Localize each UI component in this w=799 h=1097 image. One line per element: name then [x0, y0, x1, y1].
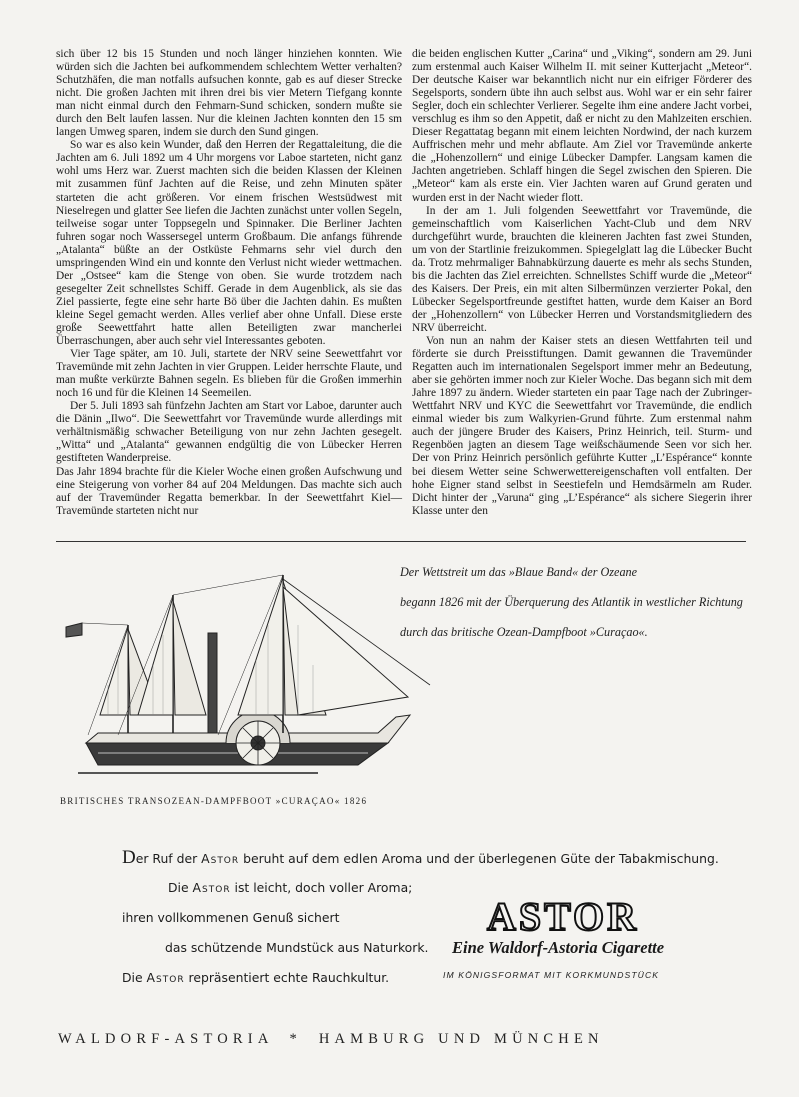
article-paragraph: sich über 12 bis 15 Stunden und noch länger hinziehen konnten. Wie würden sich die Jachten bei aufkommendem schlechtem Wetter verhalten? Schutzhäfen, die man notfalls aufsuchen konnte, gab es auf dieser Strecke nicht. Die großen Jachten mit ihren drei bis vier Metern Tiefgang konnte man nicht einmal durch den Fehmarn-Sund schicken, sondern mußte sie durch den Belt laufen lassen. Nur die kleinen Jachten konnten den 15 sm langen Umweg sparen, indem sie durch den Sund gingen.	[56, 48, 402, 139]
ad-line-post: repräsentiert echte Rauchkultur.	[184, 970, 390, 985]
steamship-illustration	[58, 565, 438, 785]
article-paragraph: die beiden englischen Kutter „Carina“ und „Viking“, sondern am 29. Juni zum erstenmal auch Kaiser Wilhelm II. mit seiner Kutterjacht „Meteor“. Der deutsche Kaiser war bekanntlich nicht nur ein eifriger Förderer des Segelsports, sondern übte ihn auch selbst aus. Wohl war er ein sehr fairer Segler, doch ein schlechter Verlierer. Segelte ihm eine andere Jacht vorbei, verschlug es ihm so den Appetit, daß er nicht zu den Mahlzeiten erschien. Dieser Regattatag begann mit einem leichten Nordwind, der nach kurzem Auffrischen mehr und mehr abflaute. Am Ziel vor Travemünde ankerte die „Hohenzollern“ und einige Lübecker Dampfer. Langsam kamen die Jachten angetrieben. Schlaff hingen die Segel zwischen den Spieren. Die „Meteor“ kam als erste ein. Vier Jachten waren auf Grund geraten und wurden erst in der Nacht wieder flott.	[412, 48, 752, 204]
ad-headline-post: beruht auf dem edlen Aroma und der überlegenen Güte der Tabakmischung.	[239, 851, 719, 866]
ad-headline-pre: er Ruf der	[135, 851, 202, 866]
section-divider	[56, 541, 746, 542]
ad-brand-word: Astor	[146, 970, 185, 985]
footer-separator: *	[289, 1031, 302, 1047]
footer-company: WALDORF-ASTORIA	[58, 1031, 273, 1047]
article-paragraph: So war es also kein Wunder, daß den Herren der Regattaleitung, die die Jachten am 6. Juli 1892 um 4 Uhr morgens vor Laboe starteten, nicht ganz wohl ums Herz war. Zuerst machten sich die beiden Klassen der Kleinen mit zusammen fünf Jachten auf die Reise, und zehn Minuten später starteten die acht größeren. Vor einem frischen Westsüdwest mit Nieselregen und glatter See liefen die Jachten zunächst unter vollen Segeln, teilweise sogar unter Toppsegeln und Spinnaker. Die Berliner Jachten fuhren sogar noch Wassersegel unterm Großbaum. Die anfangs führende „Atalanta“ büßte an der Ostküste Fehmarns sehr viel durch den umspringenden Wind ein und konnte den Verlust nicht wieder wettmachen. Der „Ostsee“ kam die Stenge von oben. Sie wurde trotzdem nach gesegelter Zeit schnellstes Schiff. Gerade in dem Augenblick, als sie das Ziel passierte, fegte eine sehr harte Bö über die Jachten dahin. Es mußten kleine Segel gemacht werden. Alles verlief aber ohne Unfall. Diese erste große Seewettfahrt hatte allen Beteiligten zwar mancherlei Überraschungen, aber auch sehr viel Interessantes geboten.	[56, 139, 402, 348]
ad-line: ihren vollkommenen Genuß sichert	[122, 910, 340, 925]
ad-line	[168, 880, 412, 895]
ad-line-pre: Die	[122, 970, 147, 985]
ad-line-pre: Die	[168, 880, 193, 895]
ad-headline	[122, 847, 719, 869]
footer-line	[58, 1031, 748, 1048]
footer-location: HAMBURG UND MÜNCHEN	[318, 1031, 604, 1047]
article-paragraph: Von nun an nahm der Kaiser stets an diesen Wettfahrten teil und förderte sie durch Preisstiftungen. Damit gewannen die Travemünder Regatten auch im internationalen Segelsport immer mehr an Bedeutung, aber sie gehörten immer noch zur Kieler Woche. Das begann sich mit dem Jahre 1897 zu ändern. Wieder starteten ein paar Tage nach der Zubringer-Wettfahrt NRV und KYC die Seewettfahrt vor Travemünde, die endlich einmal wieder bis zum Walkyrien-Grund führte. Zum erstenmal nahm auch der jüngere Bruder des Kaisers, Prinz Heinrich, teil. Sturm- und Regenböen jagten an diesem Tage weißschäumende Seen vor sich her. Der von Prinz Heinrich persönlich geführte Kutter „L’Espérance“ konnte bei diesem Wetter seine Schwerwettereigenschaften voll entfalten. Der hohe Eigner stand selbst in Seestiefeln und Hemdsärmeln am Ruder. Dicht hinter der „Varuna“ ging „L’Espérance“ als sichere Siegerin ihrer Klasse unter den	[412, 335, 752, 517]
caption-line: Der Wettstreit um das »Blaue Band« der Ozeane	[400, 565, 638, 579]
logo-script: Eine Waldorf-Astoria Cigarette	[452, 938, 665, 957]
article-column-right	[412, 48, 752, 518]
article-paragraph: In der am 1. Juli folgenden Seewettfahrt vor Travemünde, die gemeinschaftlich vom Kaiserlichen Yacht-Club und dem NRV durchgeführt wurde, brauchten die kleineren Jachten fast zwei Stunden, um von der Startlinie freizukommen. Spiegelglatt lag die Lübecker Bucht da. Trotz mehrmaliger Bahnabkürzung dauerte es mehr als sechs Stunden, bis die Jachten das Ziel erreichten. Schnellstes Schiff wurde die „Meteor“ des Kaisers. Der Preis, ein mit alten Silbermünzen verzierter Pokal, den Lübecker Segelsportfreunde gestiftet hatten, wurde dem Kaiser an Bord der „Hohenzollern“ von Lübecker Herren und Vorstandsmitgliedern des NRV überreicht.	[412, 204, 752, 334]
article-column-left	[56, 48, 402, 518]
caption-line: durch das britische Ozean-Dampfboot »Curaçao«.	[400, 625, 648, 639]
logo-subline: IM KÖNIGSFORMAT MIT KORKMUNDSTÜCK	[443, 970, 660, 980]
article-paragraph: Das Jahr 1894 brachte für die Kieler Woche einen großen Aufschwung und eine Steigerung von vorher 84 auf 204 Meldungen. Das machte sich auch auf der Travemünder Regatta bemerkbar. In der Seewettfahrt Kiel—Travemünde starteten nicht nur	[56, 465, 402, 517]
ad-headline-initial: D	[122, 847, 136, 868]
caption-line: begann 1826 mit der Überquerung des Atlantik in westlicher Richtung	[400, 595, 743, 609]
astor-logo-text: ASTOR	[486, 894, 640, 939]
illustration-caption: BRITISCHES TRANSOZEAN-DAMPFBOOT »CURAÇAO« 1826	[60, 796, 368, 806]
ad-line	[122, 970, 389, 985]
ad-line: das schützende Mundstück aus Naturkork.	[165, 940, 429, 955]
article-paragraph: Vier Tage später, am 10. Juli, startete der NRV seine Seewettfahrt vor Travemünde mit zehn Jachten in vier Gruppen. Leider herrschte Flaute, und man mußte verkürzte Bahnen segeln. Es blieben für die Großen immerhin noch 16 und für die Kleinen 14 Seemeilen.	[56, 348, 402, 400]
ad-brand-word: Astor	[192, 880, 231, 895]
ad-brand-word: Astor	[201, 851, 240, 866]
ad-line-post: ist leicht, doch voller Aroma;	[230, 880, 413, 895]
article-paragraph: Der 5. Juli 1893 sah fünfzehn Jachten am Start vor Laboe, darunter auch die Dänin „Ilwo“. Die Seewettfahrt vor Travemünde wurde allerdings mit verhältnismäßig schwacher Beteiligung von nur zehn Jachten gesegelt. „Witta“ und „Atalanta“ gewannen endgültig die von Lübecker Herren gestifteten Wanderpreise.	[56, 400, 402, 465]
